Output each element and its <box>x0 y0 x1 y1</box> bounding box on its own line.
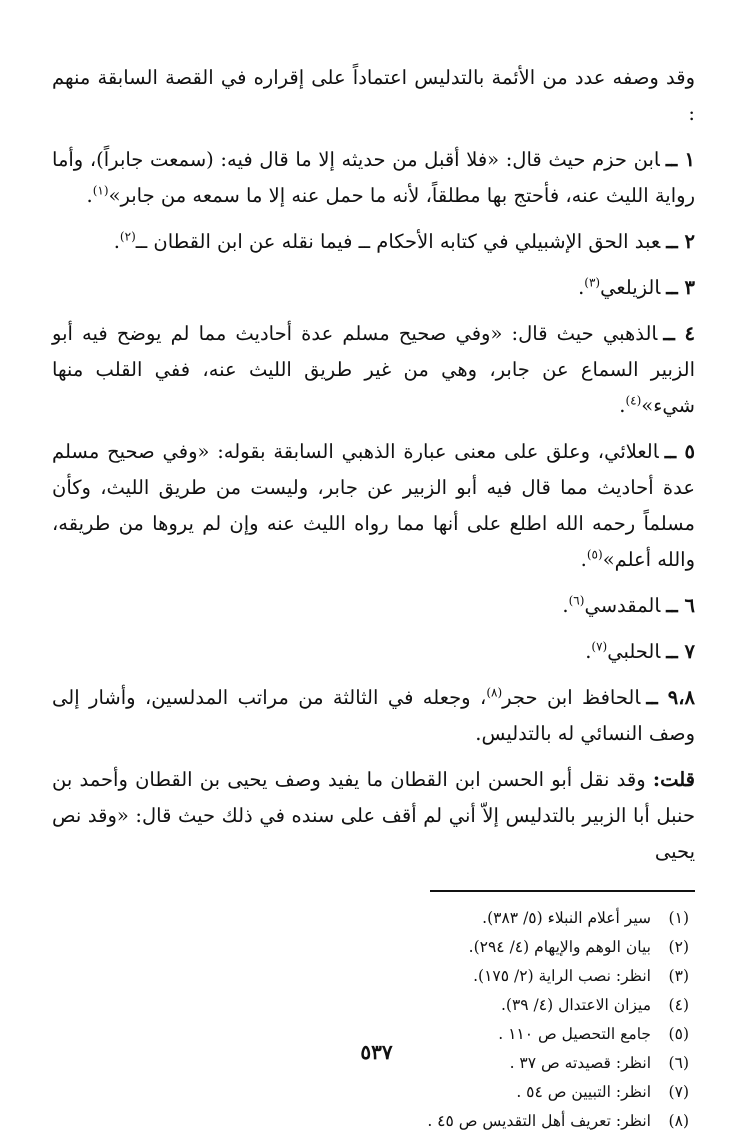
footnote-ref: (٥) <box>586 547 603 562</box>
footnote-3 <box>52 962 695 991</box>
footnote-ref: (٦) <box>568 593 585 608</box>
item-number: ٢ ــ <box>666 230 695 253</box>
list-item-5 <box>52 434 695 578</box>
footnote-text: بيان الوهم والإيهام (٤/ ٢٩٤). <box>468 938 651 956</box>
item-text: الحافظ ابن حجر <box>502 686 641 709</box>
footnote-ref: (٧) <box>591 639 608 654</box>
item-text: الحلبي <box>607 640 661 663</box>
item-number: ٥ ــ <box>664 440 696 463</box>
item-number: ٩،٨ ــ <box>646 686 695 709</box>
main-text <box>52 60 695 870</box>
footnote-text: سير أعلام النبلاء (٥/ ٣٨٣). <box>482 909 651 927</box>
item-number: ١ ــ <box>665 148 695 171</box>
footnote-number: (٥) <box>668 1025 689 1043</box>
footnote-divider <box>430 890 695 892</box>
item-text: ابن حزم حيث قال: «فلا أقبل من حديثه إلا ما قال فيه: (سمعت جابراً)، وأما رواية الليث عنه، فأحتج بها مطلقاً، لأنه ما حمل عنه إلا ما سمعه من جابر» <box>52 148 695 207</box>
item-tail: . <box>86 184 93 207</box>
item-tail: ، وجعله في الثالثة من مراتب المدلسين، وأشار إلى وصف النسائي له بالتدليس. <box>52 686 695 745</box>
footnote-text: انظر: تعريف أهل التقديس ص ٤٥ . <box>427 1112 651 1130</box>
footnote-text: انظر: قصيدته ص ٣٧ . <box>509 1054 651 1072</box>
footnote-number: (٢) <box>668 938 689 956</box>
list-item-6 <box>52 588 695 624</box>
qult-paragraph <box>52 762 695 870</box>
list-item-4 <box>52 316 695 424</box>
qult-text: وقد نقل أبو الحسن ابن القطان ما يفيد وصف يحيى بن القطان وأحمد بن حنبل أبا الزبير بالتدليس إلاّ أني لم أقف على سنده في ذلك حيث قال: «وقد نص يحيى <box>52 768 695 863</box>
list-item-8-9 <box>52 680 695 752</box>
footnote-4 <box>52 991 695 1020</box>
list-item-2 <box>52 224 695 260</box>
footnote-number: (٦) <box>668 1054 689 1072</box>
footnotes <box>52 904 695 1136</box>
list-item-1 <box>52 142 695 214</box>
item-number: ٧ ــ <box>666 640 695 663</box>
intro-paragraph: وقد وصفه عدد من الأئمة بالتدليس اعتماداً على إقراره في القصة السابقة منهم : <box>52 66 695 125</box>
list-item-3 <box>52 270 695 306</box>
item-tail: . <box>580 548 587 571</box>
footnote-7 <box>52 1078 695 1107</box>
footnote-number: (١) <box>668 909 689 927</box>
footnote-8 <box>52 1107 695 1136</box>
footnote-ref: (٢) <box>119 229 136 244</box>
item-tail: . <box>619 394 626 417</box>
footnote-number: (٨) <box>668 1112 689 1130</box>
qult-label: قلت: <box>652 768 695 791</box>
footnote-number: (٧) <box>668 1083 689 1101</box>
footnote-text: جامع التحصيل ص ١١٠ . <box>498 1025 651 1043</box>
item-number: ٦ ــ <box>666 594 695 617</box>
item-text: العلائي، وعلق على معنى عبارة الذهبي السابقة بقوله: «وفي صحيح مسلم عدة أحاديث مما قال فيه أبو الزبير عن جابر، وليست من طريق الليث، وكأن مسلماً رحمه الله اطلع على أنها مما رواه الليث عنه وإن لم يروها من طريقه، والله أعلم» <box>52 440 695 571</box>
item-text: المقدسي <box>584 594 661 617</box>
item-tail: . <box>562 594 569 617</box>
footnote-text: ميزان الاعتدال (٤/ ٣٩). <box>500 996 651 1014</box>
item-text: الذهبي حيث قال: «وفي صحيح مسلم عدة أحاديث مما لم يوضح فيه أبو الزبير السماع عن جابر، وهي من غير طريق الليث عنه، ففي القلب منها شيء» <box>52 322 695 417</box>
footnote-text: انظر: نصب الراية (٢/ ١٧٥). <box>473 967 651 985</box>
footnote-ref: (٣) <box>584 275 601 290</box>
item-text: الزيلعي <box>600 276 661 299</box>
footnote-text: انظر: التبيين ص ٥٤ . <box>516 1083 651 1101</box>
footnote-1 <box>52 904 695 933</box>
item-tail: . <box>585 640 592 663</box>
footnote-ref: (١) <box>92 183 109 198</box>
footnote-ref: (٤) <box>625 393 642 408</box>
item-tail: . <box>113 230 120 253</box>
item-text: عبد الحق الإشبيلي في كتابه الأحكام ــ فيما نقله عن ابن القطان ــ <box>135 230 661 253</box>
list-item-7 <box>52 634 695 670</box>
footnote-ref: (٨) <box>486 685 503 700</box>
footnote-number: (٤) <box>668 996 689 1014</box>
footnote-2 <box>52 933 695 962</box>
page-number: ٥٣٧ <box>360 1040 393 1064</box>
footnote-number: (٣) <box>668 967 689 985</box>
item-tail: . <box>578 276 585 299</box>
item-number: ٤ ــ <box>663 322 695 345</box>
item-number: ٣ ــ <box>666 276 695 299</box>
